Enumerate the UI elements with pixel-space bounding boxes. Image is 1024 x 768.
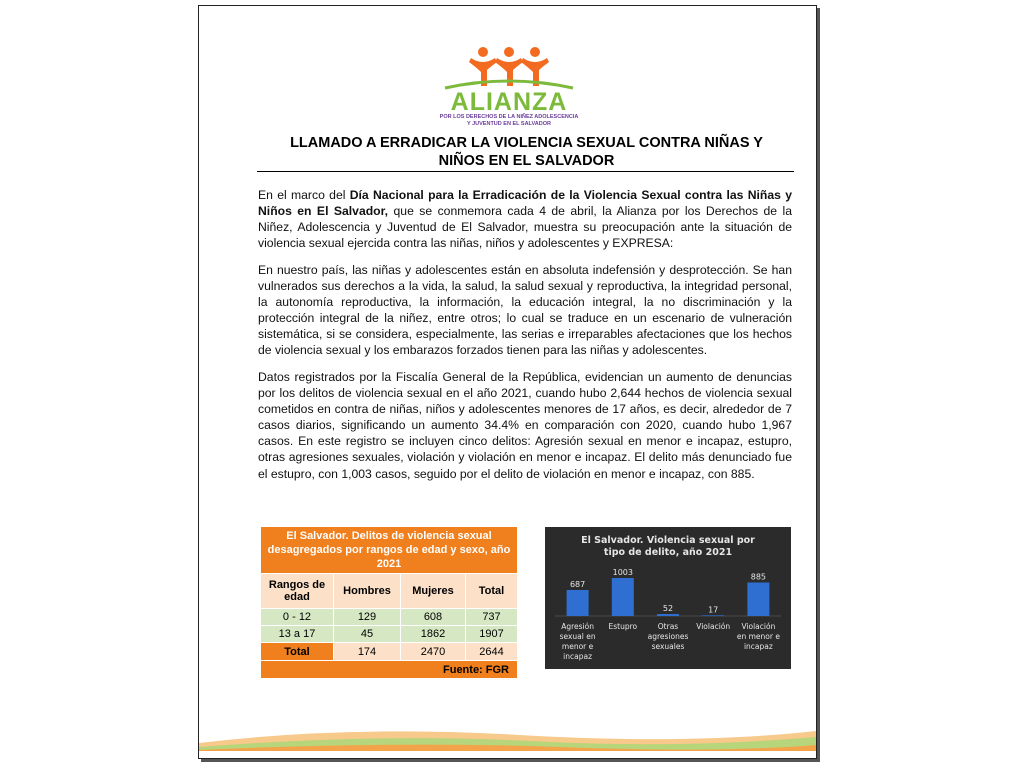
table-row <box>261 609 518 626</box>
table-source: Fuente: FGR <box>261 661 518 679</box>
chart-category-label: incapaz <box>743 642 773 651</box>
chart-data-label: 1003 <box>612 568 633 577</box>
cell-age: 0 - 12 <box>261 609 334 626</box>
chart-category-label: Violación <box>741 622 776 631</box>
intro-text: En el marco del <box>258 188 350 202</box>
chart-data-label: 687 <box>569 579 586 589</box>
intro-rest-text: que se conmemora cada 4 de abril, la Alianza por los Derechos de la Niñez, Adolescencia y Juventud de El Salvador, muestra su preocupación ante la situación de violencia sexual ejercida contra las niñas, niños y adolescentes y EXPRESA: <box>258 204 792 251</box>
cell-total: 1907 <box>466 626 518 643</box>
paragraph-intro <box>258 187 792 251</box>
chart-category-label: Agresión <box>561 622 594 631</box>
chart-category-label: Otras <box>657 622 679 631</box>
cell-women: 608 <box>401 609 466 626</box>
chart-title-line1: El Salvador. Violencia sexual por <box>581 535 755 546</box>
table-row <box>261 626 518 643</box>
violence-type-bar-chart <box>545 527 791 669</box>
document-page <box>198 5 817 759</box>
paragraph-situation: En nuestro país, las niñas y adolescentes están en absoluta indefensión y desprotección. Se han vulnerados sus derechos a la vida, la salud, la salud sexual y reproductiva, la integridad personal, la autonomía reproductiva, la información, la educación integral, la no discriminación y la protección integral de la niñez, entre otros; lo cual se traduce en un escenario de vulneración sistemática, si se considera, especialmente, las serias e irreparables afectaciones que los hechos de violencia sexual y los embarazos forzados tienen para las niñas y adolescentes. <box>258 263 792 358</box>
cases-table <box>260 526 518 679</box>
chart-data-label: 885 <box>750 572 767 582</box>
total-label: Total <box>261 643 334 661</box>
chart-category-label: incapaz <box>563 652 593 661</box>
cell-women: 1862 <box>401 626 466 643</box>
logo-subtitle-line2: Y JUVENTUD EN EL SALVADOR <box>467 121 551 127</box>
chart-category-label: Violación <box>696 622 731 631</box>
total-all: 2644 <box>466 643 518 661</box>
chart-category-label: Estupro <box>608 622 638 631</box>
header-age-range: Rangos de edad <box>261 574 334 609</box>
chart-title-line2: tipo de delito, año 2021 <box>603 547 733 558</box>
chart-bar <box>747 582 769 616</box>
total-men: 174 <box>334 643 401 661</box>
logo-wordmark: ALIANZA <box>450 88 568 116</box>
header-women: Mujeres <box>401 574 466 609</box>
header-total: Total <box>466 574 518 609</box>
paragraph-data: Datos registrados por la Fiscalía General de la República, evidencian un aumento de denuncias por los delitos de violencia sexual en el año 2021, cuando hubo 2,644 hechos de violencia sexual cometidos en contra de niñas, niños y adolescentes menores de 17 años, es decir, alrededor de 7 casos diarios, significando un aumento 34.4% en comparación con 2020, cuando hubo 1,967 casos. En este registro se incluyen cinco delitos: Agresión sexual en menor e incapaz, estupro, otras agresiones sexuales, violación y violación en menor e incapaz. El delito más denunciado fue el estupro, con 1,003 casos, seguido por el delito de violación en menor e incapaz, con 885. <box>258 370 792 481</box>
cell-men: 129 <box>334 609 401 626</box>
table-caption: El Salvador. Delitos de violencia sexual desagregados por rangos de edad y sexo, año 2021 <box>261 527 518 574</box>
chart-bar <box>612 578 634 616</box>
table-total-row <box>261 643 518 661</box>
cell-age: 13 a 17 <box>261 626 334 643</box>
chart-bar <box>702 615 724 616</box>
document-title <box>259 134 794 170</box>
chart-category-label: en menor e <box>736 632 780 641</box>
chart-bar <box>657 614 679 616</box>
logo-subtitle-line1: POR LOS DERECHOS DE LA NIÑEZ ADOLESCENCIA <box>439 114 579 120</box>
cell-total: 737 <box>466 609 518 626</box>
chart-category-label: menor e <box>561 642 594 651</box>
children-figures-icon <box>435 44 583 90</box>
intro-bold-text: Día Nacional para la Erradicación de la Violencia Sexual contra las Niñas y Niños en El Salvador, <box>258 188 793 219</box>
chart-data-label: 17 <box>708 605 719 615</box>
chart-data-label: 52 <box>662 604 674 614</box>
title-line1: LLAMADO A ERRADICAR LA VIOLENCIA SEXUAL CONTRA NIÑAS Y <box>290 135 763 151</box>
title-divider <box>257 171 794 172</box>
total-women: 2470 <box>401 643 466 661</box>
chart-category-label: sexuales <box>651 642 685 651</box>
chart-bar <box>567 590 589 616</box>
alianza-logo <box>435 44 583 126</box>
decorative-band <box>199 721 816 751</box>
title-line2: NIÑOS EN EL SALVADOR <box>438 153 615 169</box>
chart-category-label: agresiones <box>647 632 689 641</box>
cell-men: 45 <box>334 626 401 643</box>
header-men: Hombres <box>334 574 401 609</box>
chart-category-label: sexual en <box>559 632 596 641</box>
